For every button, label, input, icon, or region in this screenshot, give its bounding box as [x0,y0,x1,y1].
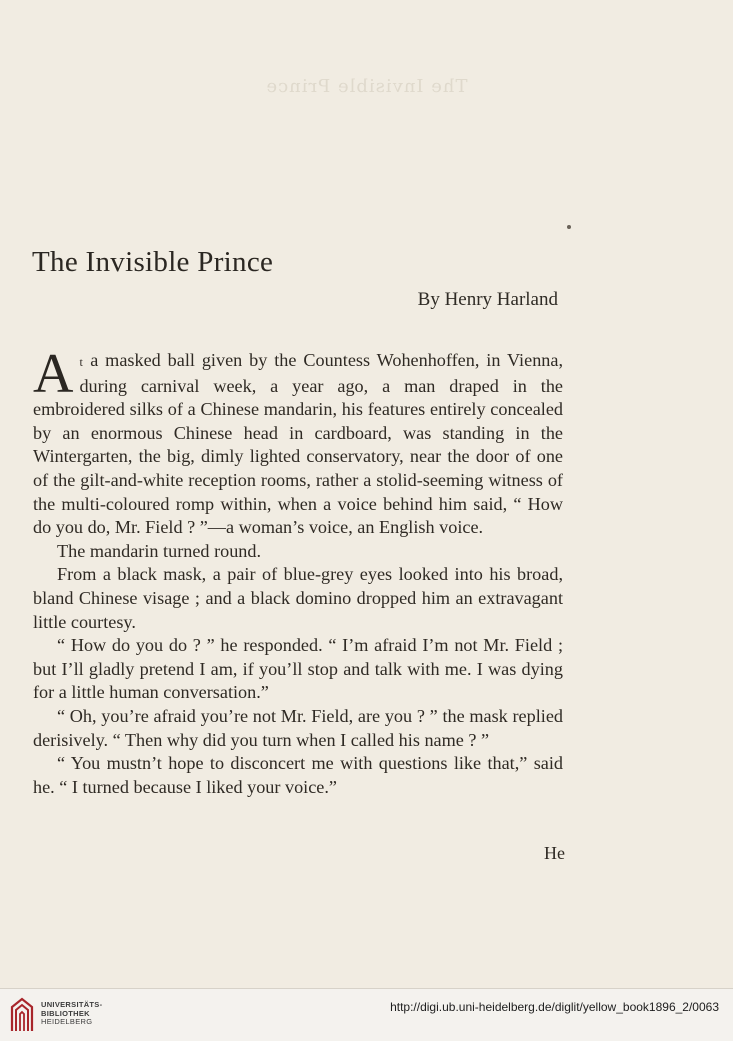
drop-cap-lead: t [79,355,84,369]
viewer-footer [0,988,733,1041]
university-library-logo-icon [8,997,36,1033]
paragraph-6: “ You mustn’t hope to disconcert me with questions like that,” said he. “ I turned because I liked your voice.” [33,753,563,797]
ink-speck [567,225,571,229]
paragraph-2: The mandarin turned round. [57,540,262,561]
catchword: He [544,843,565,863]
library-name-line-3: HEIDELBERG [41,1017,93,1026]
story-body [33,343,563,799]
paragraph-4: “ How do you do ? ” he responded. “ I’m afraid I’m not Mr. Field ; but I’ll gladly pretend I am, if you’ll stop and talk with me. I was dying for a little human conversation.” [33,635,563,703]
library-name-line-2: BIBLIOTHEK [41,1008,90,1018]
library-name [41,1001,102,1027]
paragraph-3: From a black mask, a pair of blue-grey eyes looked into his broad, bland Chinese visage ; and a black domino dropped him an extravagant little courtesy. [33,564,563,632]
permalink-url[interactable]: http://digi.ub.uni-heidelberg.de/diglit/yellow_book1896_2/0063 [390,1000,719,1014]
story-title: The Invisible Prince [32,246,274,278]
drop-cap: A [33,343,74,405]
library-name-line-1: UNIVERSITÄTS- [41,1000,103,1009]
paragraph-1-text: a masked ball given by the Countess Wohenhoffen, in Vienna, during carnival week, a year ago, a man draped in the embroidered silks of a Chinese mandarin, his features entirely concealed by an enormous Chinese head in cardboard, was standing in the Wintergarten, the big, dimly lighted conservatory, near the door of one of the gilt-and-white reception rooms, rather a stolid-seeming witness of the multi-coloured romp within, when a voice behind him said, “ How do you do, Mr. Field ? ”—a woman’s voice, an English voice. [33,350,563,538]
paragraph-5: “ Oh, you’re afraid you’re not Mr. Field, are you ? ” the mask replied derisively. “ Then why did you turn when I called his name ? ” [33,705,563,750]
author-byline: By Henry Harland [417,289,558,310]
bleed-through-header: The Invisible Prince [265,76,468,97]
paragraph-1 [33,343,563,540]
